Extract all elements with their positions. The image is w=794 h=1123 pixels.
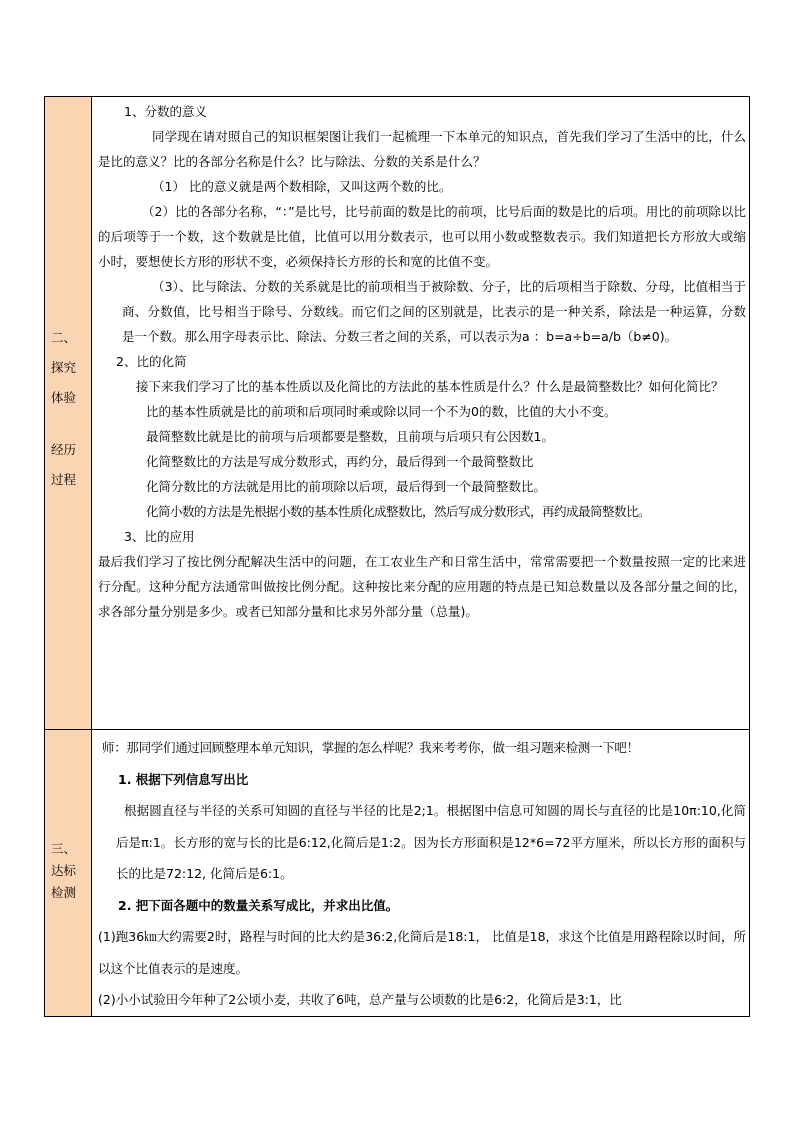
label-line: 检测 (51, 885, 77, 900)
question-2-item-2: (2)小小试验田今年种了2公顷小麦，共收了6吨，总产量与公顷数的比是6:2，化简后是3:1，比 (98, 992, 622, 1007)
simplest-ratio: 最简整数比就是比的前项与后项都要是整数，且前项与后项只有公因数1。 (146, 429, 554, 444)
simplify-intro: 接下来我们学习了比的基本性质以及化简比的方法此的基本性质是什么？什么是最简整数比？如何化简比？ (136, 379, 724, 394)
question-2-heading: 2. 把下面各题中的数量关系写成比，并求出比值。 (118, 897, 399, 913)
label-line: 三、 (51, 841, 77, 856)
section-label (45, 730, 91, 904)
label-line: 体验 (51, 390, 77, 405)
section-label (45, 97, 91, 495)
section-content (92, 730, 749, 1016)
lesson-table (44, 96, 750, 1017)
heading-ratio-simplify: 2、比的化简 (116, 354, 187, 369)
question-2-item-1: (1)跑36㎞大约需要2时，路程与时间的比大约是36:2,化简后是18:1， 比值是18，求这个比值是用路程除以时间，所以这个比值表示的是速度。 (98, 929, 746, 976)
section-label-cell (45, 730, 92, 1017)
question-1-answer: 根据圆直径与半径的关系可知圆的直径与半径的比是2;1。根据图中信息可知圆的周长与直径的比是10π:10,化简后是π:1。长方形的宽与长的比是6:12,化简后是1:2。因为长方形面积是12*6=72平方厘米，所以长方形的面积与长的比是72:12, 化简后是6:1。 (116, 803, 746, 881)
ratio-parts: （2）比的各部分名称，“：”是比号，比号前面的数是比的前项，比号后面的数是比的后项。用比的前项除以比的后项等于一个数，这个数就是比值，比值可以用分数表示，也可以用小数或整数表示。我们知道把长方形放大或缩小时，要想使长方形的形状不变，必须保持长方形的长和宽的比值不变。 (98, 204, 746, 269)
section-row-explore (45, 97, 750, 730)
ratio-division-fraction: （3）、比与除法、分数的关系就是比的前项相当于被除数、分子，比的后项相当于除数、分母，比值相当于商、分数值，比号相当于除号、分数线。而它们之间的区别就是，比表示的是一种关系，除法是一种运算，分数是一个数。那么用字母表示比、除法、分数三者之间的关系，可以表示为a ：b=a÷b=a/b（b≠0)。 (122, 279, 746, 344)
section-label-cell (45, 97, 92, 730)
simplify-decimal: 化简小数的方法是先根据小数的基本性质化成整数比，然后写成分数形式，再约成最简整数比。 (146, 504, 651, 519)
section-row-check (45, 730, 750, 1017)
label-line: 达标 (51, 863, 77, 878)
section-content-cell (92, 97, 750, 730)
label-line: 经历 (51, 442, 77, 457)
heading-fraction-meaning: 1、分数的意义 (124, 104, 207, 119)
intro-paragraph: 同学现在请对照自己的知识框架图让我们一起梳理一下本单元的知识点，首先我们学习了生活中的比，什么是比的意义？比的各部分名称是什么？比与除法、分数的关系是什么？ (98, 129, 746, 169)
basic-property: 比的基本性质就是比的前项和后项同时乘或除以同一个不为0的数，比值的大小不变。 (146, 404, 617, 419)
section-content-cell (92, 730, 750, 1017)
ratio-meaning: （1） 比的意义就是两个数相除，又叫这两个数的比。 (152, 179, 452, 194)
teacher-prompt: 师：那同学们通过回顾整理本单元知识，掌握的怎么样呢？我来考考你，做一组习题来检测一下吧！ (102, 740, 639, 755)
simplify-integer: 化简整数比的方法是写成分数形式，再约分，最后得到一个最简整数比 (146, 454, 534, 469)
label-line: 二、 (51, 330, 77, 345)
simplify-fraction: 化简分数比的方法就是用比的前项除以后项，最后得到一个最简整数比。 (146, 479, 547, 494)
label-line: 探究 (51, 360, 77, 375)
label-gap (51, 413, 91, 435)
question-1-heading: 1. 根据下列信息写出比 (118, 771, 249, 787)
heading-ratio-application: 3、比的应用 (124, 529, 195, 544)
application-paragraph: 最后我们学习了按比例分配解决生活中的问题，在工农业生产和日常生活中，常常需要把一个数量按照一定的比来进行分配。这种分配方法通常叫做按比例分配。这种按比来分配的应用题的特点是已知总数量以及各部分量之间的比，求各部分量分别是多少。或者已知部分量和比求另外部分量（总量)。 (98, 554, 746, 619)
section-content (92, 97, 749, 624)
label-line: 过程 (51, 472, 77, 487)
